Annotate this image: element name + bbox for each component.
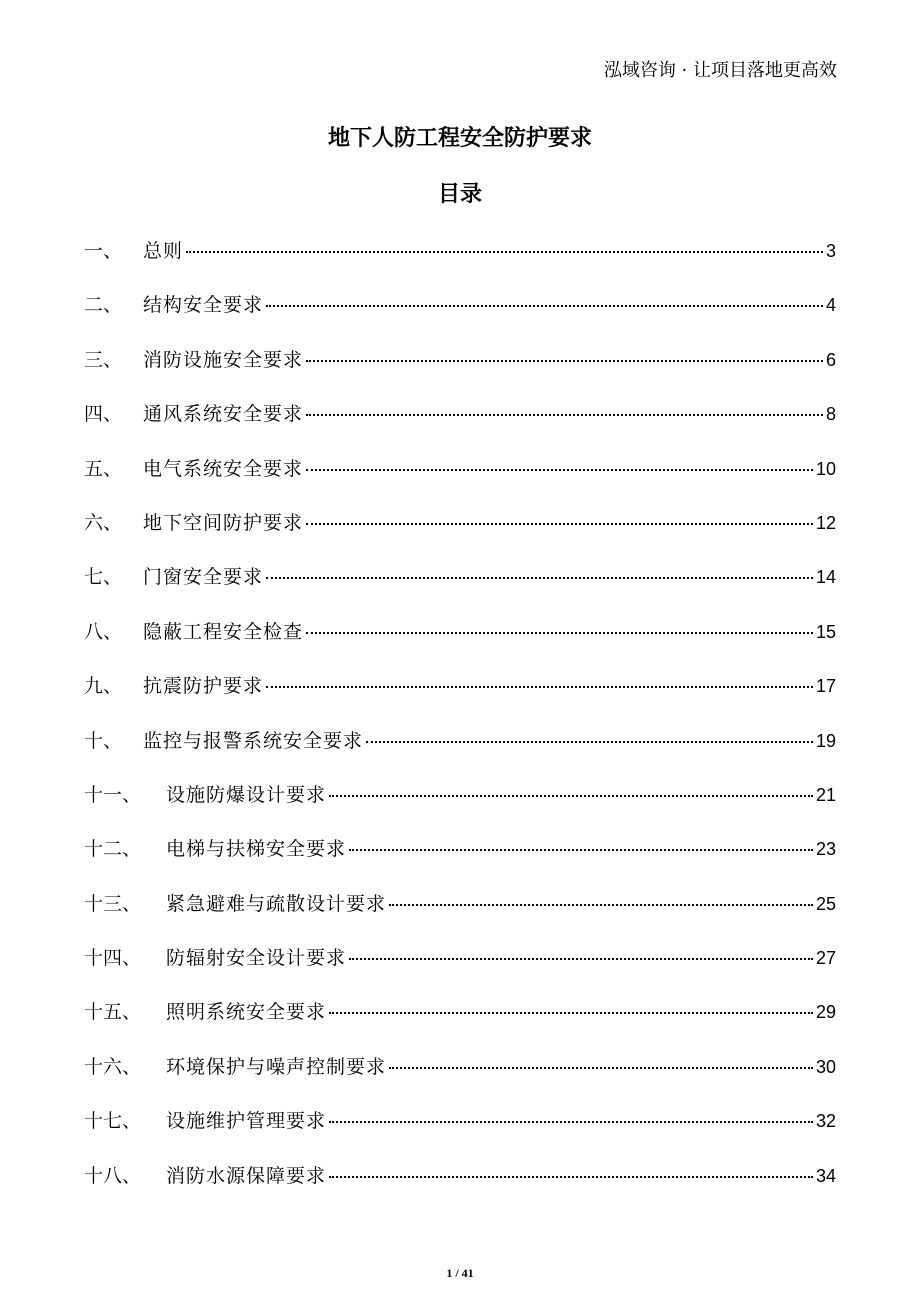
toc-entry[interactable]: [84, 1162, 836, 1216]
toc-entry-page: 29: [815, 1002, 836, 1023]
toc-entry-title: 消防设施安全要求: [143, 348, 304, 371]
toc-entry-number: 一、: [84, 240, 123, 262]
toc-entry[interactable]: [84, 291, 836, 345]
toc-entry-page: 6: [825, 349, 836, 370]
toc-entry-number: 八、: [84, 620, 123, 643]
toc-dot-leader: [306, 412, 823, 416]
toc-dot-leader: [186, 249, 823, 253]
toc-dot-leader: [389, 902, 813, 906]
toc-entry[interactable]: [84, 400, 836, 454]
toc-entry-number: 四、: [84, 403, 123, 426]
toc-entry-page: 8: [825, 404, 836, 425]
toc-entry-page: 15: [815, 621, 836, 642]
toc-entry-title: 紧急避难与疏散设计要求: [166, 892, 387, 915]
toc-dot-leader: [266, 684, 813, 688]
toc-entry-title: 总则: [143, 240, 184, 262]
toc-entry-page: 21: [815, 784, 836, 805]
toc-entry-title: 隐蔽工程安全检查: [143, 620, 304, 643]
toc-entry-title: 电气系统安全要求: [143, 457, 304, 480]
toc-entry-page: 32: [815, 1111, 836, 1132]
toc-dot-leader: [306, 521, 813, 525]
toc-entry-title: 地下空间防护要求: [143, 511, 304, 534]
toc-entry-page: 4: [825, 295, 836, 316]
document-title: 地下人防工程安全防护要求: [327, 126, 592, 151]
toc-entry-number: 六、: [84, 511, 123, 534]
page-indicator: 1 / 41: [446, 1266, 474, 1280]
toc-entry-title: 通风系统安全要求: [143, 403, 304, 426]
toc-entry[interactable]: [84, 835, 836, 889]
toc-entry[interactable]: [84, 781, 836, 835]
toc-entry-number: 十七、: [84, 1110, 142, 1133]
toc-entry-title: 电梯与扶梯安全要求: [166, 838, 347, 861]
toc-entry[interactable]: [84, 998, 836, 1052]
toc-dot-leader: [349, 847, 813, 851]
toc-entry[interactable]: [84, 346, 836, 400]
toc-entry-page: 14: [815, 567, 836, 588]
toc-entry[interactable]: [84, 237, 836, 291]
header-brand: 泓域咨询 · 让项目落地更高效: [603, 60, 837, 81]
toc-dot-leader: [306, 467, 813, 471]
toc-entry-title: 抗震防护要求: [143, 675, 264, 698]
toc-entry-number: 二、: [84, 294, 123, 317]
toc-entry-page: 27: [815, 948, 836, 969]
toc-dot-leader: [306, 630, 813, 634]
toc-entry-title: 防辐射安全设计要求: [166, 947, 347, 970]
toc-entry-number: 十六、: [84, 1055, 142, 1078]
toc-entry-number: 九、: [84, 675, 123, 698]
toc-heading: 目录: [437, 182, 482, 207]
toc-entry-number: 七、: [84, 566, 123, 589]
toc-entry[interactable]: [84, 563, 836, 617]
toc-entry-title: 监控与报警系统安全要求: [143, 729, 364, 752]
toc-dot-leader: [329, 793, 813, 797]
toc-entry-number: 十、: [84, 729, 123, 752]
toc-entry[interactable]: [84, 618, 836, 672]
toc-entry-page: 23: [815, 839, 836, 860]
toc-entry-page: 30: [815, 1056, 836, 1077]
toc-entry-page: 17: [815, 676, 836, 697]
toc-entry-page: 3: [825, 241, 836, 261]
toc-dot-leader: [349, 956, 813, 960]
toc-entry-number: 十一、: [84, 783, 142, 806]
toc-entry-title: 门窗安全要求: [143, 566, 264, 589]
toc-entry-title: 结构安全要求: [143, 294, 264, 317]
toc-dot-leader: [329, 1010, 813, 1014]
toc-entry-number: 五、: [84, 457, 123, 480]
toc-entry[interactable]: [84, 890, 836, 944]
toc-entry-number: 十二、: [84, 838, 142, 861]
toc-entry-title: 设施维护管理要求: [166, 1110, 327, 1133]
toc-entry[interactable]: [84, 727, 836, 781]
toc-entry-page: 25: [815, 893, 836, 914]
toc-entry-title: 消防水源保障要求: [166, 1164, 327, 1187]
toc-entry-page: 12: [815, 512, 836, 533]
toc-dot-leader: [329, 1174, 813, 1178]
toc-entry-title: 环境保护与噪声控制要求: [166, 1055, 387, 1078]
toc-dot-leader: [329, 1119, 813, 1123]
toc-entry-title: 设施防爆设计要求: [166, 783, 327, 806]
toc-dot-leader: [266, 303, 823, 307]
toc-entry-title: 照明系统安全要求: [166, 1001, 327, 1024]
toc-entry-page: 10: [815, 458, 836, 479]
toc-entry[interactable]: [84, 1107, 836, 1161]
table-of-contents: [84, 237, 836, 1216]
toc-entry-page: 34: [815, 1165, 836, 1186]
toc-entry[interactable]: [84, 1053, 836, 1107]
toc-dot-leader: [266, 575, 813, 579]
toc-entry[interactable]: [84, 672, 836, 726]
toc-entry-number: 十三、: [84, 892, 142, 915]
toc-entry[interactable]: [84, 455, 836, 509]
toc-dot-leader: [306, 358, 823, 362]
toc-entry[interactable]: [84, 944, 836, 998]
toc-entry[interactable]: [84, 509, 836, 563]
toc-entry-number: 三、: [84, 348, 123, 371]
toc-entry-number: 十八、: [84, 1164, 142, 1187]
toc-dot-leader: [366, 739, 813, 743]
toc-entry-number: 十五、: [84, 1001, 142, 1024]
toc-entry-number: 十四、: [84, 947, 142, 970]
toc-entry-page: 19: [815, 730, 836, 751]
toc-dot-leader: [389, 1065, 813, 1069]
